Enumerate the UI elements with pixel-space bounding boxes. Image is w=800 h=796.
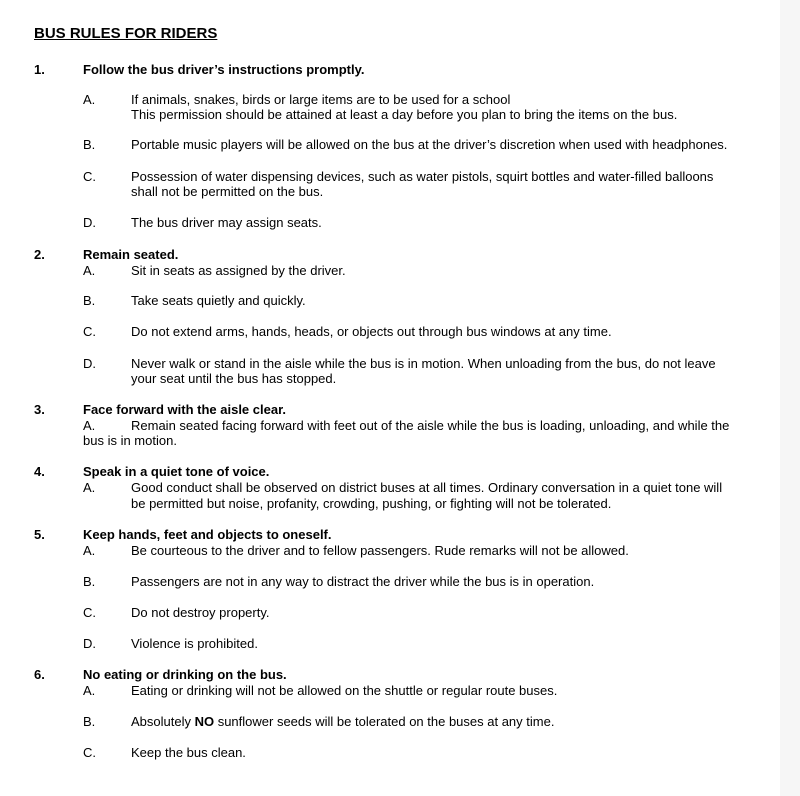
rule-number: 6. — [34, 667, 45, 682]
item-letter: D. — [83, 356, 96, 371]
item-letter: D. — [83, 636, 96, 651]
item-letter: A. — [83, 418, 96, 433]
item-text: Good conduct shall be observed on district buses at all times. Ordinary conversation in a quiet tone will — [131, 480, 723, 495]
item-text: Passengers are not in any way to distract the driver while the bus is in operation. — [131, 574, 595, 589]
item-text: Keep the bus clean. — [131, 745, 246, 760]
item-letter: C. — [83, 324, 96, 339]
item-letter: C. — [83, 605, 96, 620]
item-letter: A. — [83, 92, 96, 107]
item-text: Do not destroy property. — [131, 605, 270, 620]
item-letter: D. — [83, 215, 96, 230]
item-text-continued: your seat until the bus has stopped. — [131, 371, 337, 386]
rule-number: 1. — [34, 62, 45, 77]
item-text — [131, 714, 554, 730]
rule-number: 4. — [34, 464, 45, 479]
page-title: BUS RULES FOR RIDERS — [34, 25, 218, 42]
item-text: Take seats quietly and quickly. — [131, 293, 306, 308]
item-letter: A. — [83, 543, 96, 558]
item-text-emphasis: NO — [194, 714, 215, 729]
viewer-margin — [780, 0, 800, 796]
item-text-continued: shall not be permitted on the bus. — [131, 184, 324, 199]
rule-number: 2. — [34, 247, 45, 262]
item-letter: B. — [83, 293, 96, 308]
item-text: If animals, snakes, birds or large items are to be used for a school — [131, 92, 511, 107]
item-text: Violence is prohibited. — [131, 636, 258, 651]
rule-heading: Speak in a quiet tone of voice. — [83, 464, 270, 479]
rule-heading: Follow the bus driver’s instructions promptly. — [83, 62, 365, 77]
item-text: Be courteous to the driver and to fellow passengers. Rude remarks will not be allowed. — [131, 543, 629, 558]
rule-heading: Keep hands, feet and objects to oneself. — [83, 527, 332, 542]
item-text: Never walk or stand in the aisle while the bus is in motion. When unloading from the bus, do not leave — [131, 356, 716, 371]
rule-heading: Remain seated. — [83, 247, 179, 262]
item-text-pre: Absolutely — [131, 714, 195, 729]
item-letter: A. — [83, 480, 96, 495]
item-letter: C. — [83, 169, 96, 184]
item-text: Possession of water dispensing devices, such as water pistols, squirt bottles and water-filled balloons — [131, 169, 714, 184]
item-letter: B. — [83, 574, 96, 589]
item-text: Eating or drinking will not be allowed on the shuttle or regular route buses. — [131, 683, 558, 698]
item-text: Sit in seats as assigned by the driver. — [131, 263, 346, 278]
item-text-post: sunflower seeds will be tolerated on the buses at any time. — [214, 714, 555, 729]
item-letter: A. — [83, 683, 96, 698]
item-text-continued: bus is in motion. — [83, 433, 177, 448]
item-text: The bus driver may assign seats. — [131, 215, 322, 230]
item-text-continued: be permitted but noise, profanity, crowding, pushing, or fighting will not be tolerated. — [131, 496, 612, 511]
item-letter: A. — [83, 263, 96, 278]
item-letter: B. — [83, 714, 96, 729]
item-text: Portable music players will be allowed on the bus at the driver’s discretion when used with headphones. — [131, 137, 728, 152]
rule-heading: No eating or drinking on the bus. — [83, 667, 287, 682]
item-text: Remain seated facing forward with feet out of the aisle while the bus is loading, unloading, and while the — [131, 418, 730, 433]
item-text: Do not extend arms, hands, heads, or objects out through bus windows at any time. — [131, 324, 612, 339]
item-letter: B. — [83, 137, 96, 152]
item-text-continued: This permission should be attained at least a day before you plan to bring the items on the bus. — [131, 107, 678, 122]
item-letter: C. — [83, 745, 96, 760]
rule-number: 3. — [34, 402, 45, 417]
rule-number: 5. — [34, 527, 45, 542]
rule-heading: Face forward with the aisle clear. — [83, 402, 287, 417]
